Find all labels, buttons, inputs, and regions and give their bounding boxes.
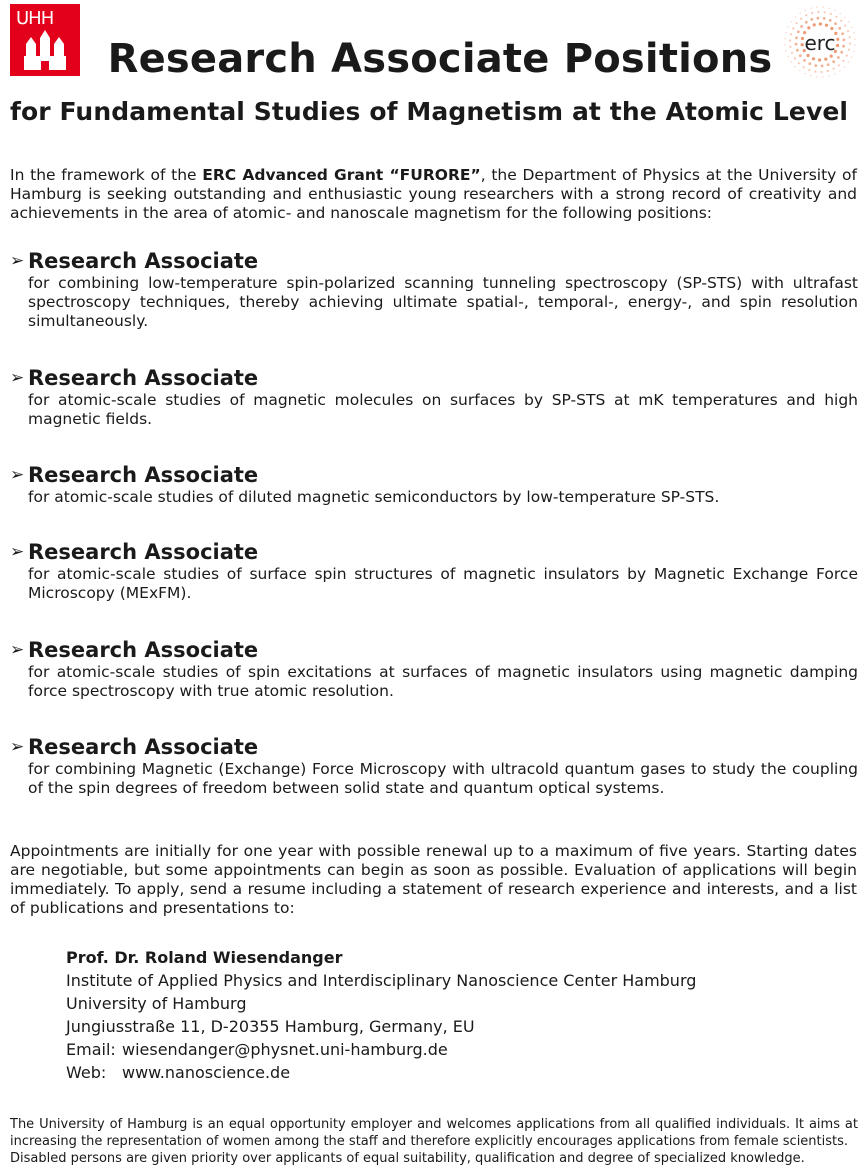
erc-dot bbox=[840, 13, 842, 15]
erc-dot bbox=[816, 6, 818, 8]
position-item bbox=[10, 365, 858, 429]
erc-dot bbox=[800, 18, 802, 20]
position-heading bbox=[10, 637, 858, 663]
erc-dot bbox=[841, 32, 844, 35]
erc-dot bbox=[835, 16, 837, 18]
web-label: Web: bbox=[66, 1063, 107, 1082]
erc-dot bbox=[810, 18, 813, 21]
arrow-bullet-icon: ➢ bbox=[10, 251, 25, 271]
uhh-logo-text: UHH bbox=[16, 8, 54, 29]
position-title: Research Associate bbox=[28, 249, 259, 273]
erc-dot bbox=[788, 26, 790, 28]
erc-dot bbox=[792, 27, 794, 29]
erc-dot bbox=[851, 27, 853, 29]
position-description: for atomic-scale studies of magnetic molecules on surfaces by SP-STS at mK temperatures and high magnetic fields. bbox=[28, 391, 858, 428]
intro-after: , the Department of Physics at the University of Hamburg is seeking outstanding and enthusiastic young researchers with a strong record of creativity and achievements in the area of atomic- and nanoscale magnetism for the following positions: bbox=[10, 166, 857, 222]
erc-dot bbox=[785, 32, 787, 34]
contact-block bbox=[66, 946, 696, 1084]
closing-paragraph: Appointments are initially for one year with possible renewal up to a maximum of five years. Starting dates are negotiable, but some appointments can begin as soon as possible. Evaluation of applications will begin immediately. To apply, send a resume including a statement of research experience and interests, and a list of publications and presentations to: bbox=[10, 842, 857, 917]
erc-dot bbox=[791, 21, 793, 23]
erc-dot bbox=[795, 16, 797, 18]
position-heading bbox=[10, 734, 858, 760]
position-title: Research Associate bbox=[28, 463, 259, 487]
erc-dot bbox=[825, 24, 828, 27]
erc-dot bbox=[817, 11, 819, 13]
erc-dot bbox=[800, 25, 803, 28]
position-item bbox=[10, 734, 858, 798]
position-description: for atomic-scale studies of spin excitations at surfaces of magnetic insulators using magnetic damping force spectroscopy with true atomic resolution. bbox=[28, 663, 858, 700]
position-heading bbox=[10, 462, 858, 488]
erc-dot bbox=[848, 21, 850, 23]
erc-dot bbox=[838, 27, 841, 30]
position-heading bbox=[10, 539, 858, 565]
erc-dot bbox=[823, 6, 825, 8]
contact-university: University of Hamburg bbox=[66, 994, 247, 1013]
erc-dot bbox=[829, 7, 831, 9]
position-description: for combining Magnetic (Exchange) Force Microscopy with ultracold quantum gases to study the coupling of the spin degrees of freedom between solid state and quantum optical systems. bbox=[28, 760, 858, 797]
position-description: for atomic-scale studies of surface spin structures of magnetic insulators by Magnetic Exchange Force Microscopy (MExFM). bbox=[28, 565, 858, 602]
erc-dot bbox=[810, 7, 812, 9]
erc-dot bbox=[799, 12, 801, 14]
position-heading bbox=[10, 365, 858, 391]
position-description: for combining low-temperature spin-polarized scanning tunneling spectroscopy (SP-STS) with ultrafast spectroscopy techniques, thereby achieving ultimate spatial-, temporal-, energy-, and spin resolution simultaneously. bbox=[28, 274, 858, 330]
position-title: Research Associate bbox=[28, 366, 259, 390]
position-item bbox=[10, 637, 858, 701]
position-description: for atomic-scale studies of diluted magnetic semiconductors by low-temperature SP-STS. bbox=[28, 488, 720, 506]
arrow-bullet-icon: ➢ bbox=[10, 368, 25, 388]
intro-before: In the framework of the bbox=[10, 166, 203, 184]
email-link[interactable]: wiesendanger@physnet.uni-hamburg.de bbox=[122, 1040, 448, 1059]
arrow-bullet-icon: ➢ bbox=[10, 465, 25, 485]
erc-dot bbox=[797, 30, 800, 33]
erc-dot bbox=[817, 17, 820, 20]
erc-dot bbox=[830, 27, 833, 30]
footer-line-disabled-persons: Disabled persons are given priority over applicants of equal suitability, qualification and degree of specialized knowledge. bbox=[10, 1151, 805, 1166]
position-heading bbox=[10, 248, 858, 274]
erc-dot bbox=[811, 12, 813, 14]
position-title: Research Associate bbox=[28, 638, 259, 662]
erc-dot bbox=[805, 14, 807, 16]
page-subtitle: for Fundamental Studies of Magnetism at the Atomic Level bbox=[10, 97, 849, 126]
footer-note bbox=[10, 1116, 858, 1167]
erc-dot bbox=[824, 11, 826, 13]
erc-dot bbox=[807, 26, 810, 29]
position-title: Research Associate bbox=[28, 540, 259, 564]
erc-dot bbox=[840, 20, 842, 22]
arrow-bullet-icon: ➢ bbox=[10, 737, 25, 757]
erc-logo-text: erc bbox=[804, 31, 836, 55]
contact-address: Jungiusstraße 11, D-20355 Hamburg, Germany, EU bbox=[66, 1017, 475, 1036]
erc-dot bbox=[819, 22, 822, 25]
page-title: Research Associate Positions bbox=[107, 36, 773, 82]
erc-dot bbox=[805, 21, 808, 24]
intro-paragraph bbox=[10, 166, 857, 223]
erc-dot bbox=[844, 17, 846, 19]
arrow-bullet-icon: ➢ bbox=[10, 542, 25, 562]
contact-web-row bbox=[66, 1061, 696, 1084]
erc-dot bbox=[796, 22, 798, 24]
erc-dot bbox=[805, 9, 807, 11]
erc-dot bbox=[830, 13, 832, 15]
position-title: Research Associate bbox=[28, 735, 259, 759]
erc-dot bbox=[834, 22, 837, 25]
contact-name: Prof. Dr. Roland Wiesendanger bbox=[66, 948, 343, 967]
footer-line-equal-opportunity: The University of Hamburg is an equal opportunity employer and welcomes applications from all qualified individuals. It aims at increasing the representation of women among the staff and therefore explicitly encourages applications from female scientists. bbox=[10, 1117, 858, 1149]
erc-dot bbox=[813, 23, 816, 26]
position-item bbox=[10, 248, 858, 331]
email-label: Email: bbox=[66, 1040, 116, 1059]
grant-name: ERC Advanced Grant “FURORE” bbox=[202, 166, 481, 184]
erc-dot bbox=[853, 32, 855, 34]
contact-email-row bbox=[66, 1038, 696, 1061]
contact-institute: Institute of Applied Physics and Interdisciplinary Nanoscience Center Hamburg bbox=[66, 971, 697, 990]
position-item bbox=[10, 462, 858, 507]
erc-dot bbox=[823, 17, 826, 20]
position-item bbox=[10, 539, 858, 603]
erc-dot bbox=[847, 30, 849, 32]
erc-dot bbox=[829, 19, 832, 22]
erc-dot bbox=[844, 25, 846, 27]
erc-dot bbox=[834, 10, 836, 12]
arrow-bullet-icon: ➢ bbox=[10, 640, 25, 660]
web-link[interactable]: www.nanoscience.de bbox=[122, 1063, 291, 1082]
